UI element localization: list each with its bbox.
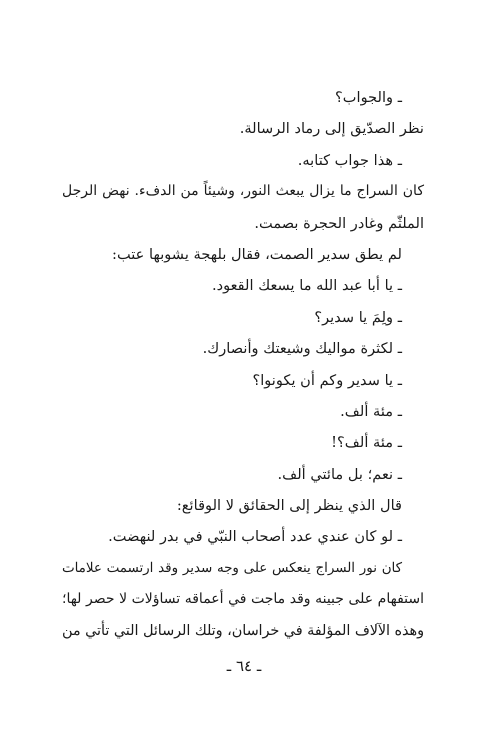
- text-line: ـ نعم؛ بل مائتي ألف.: [277, 465, 402, 483]
- text-line: كان نور السراج ينعكس على وجه سدير وقد ارتسمت علامات: [62, 560, 402, 576]
- text-line: ـ يا أبا عبد الله ما يسعك القعود.: [211, 277, 402, 295]
- text-line: ـ ولِمَ يا سدير؟: [314, 308, 402, 326]
- text-line: لم يطق سدير الصمت، فقال بلهجة يشوبها عتب:: [112, 245, 402, 263]
- text-line: استفهام على جبينه وقد ماجت في أعماقه تساؤلات لا حصر لها؛: [62, 591, 424, 608]
- text-line: الملثّم وغادر الحجرة بصمت.: [254, 214, 424, 232]
- text-line: نظر الصدّيق إلى رماد الرسالة.: [239, 120, 424, 138]
- text-line: كان السراج ما يزال يبعث النور، وشيئاً من الدفء. نهض الرجل: [62, 183, 424, 200]
- text-line: ـ مئة ألف؟!: [331, 434, 402, 452]
- text-line: وهذه الآلاف المؤلفة في خراسان، وتلك الرسائل التي تأتي من: [62, 622, 424, 639]
- text-line: ـ هذا جواب كتابه.: [297, 151, 402, 169]
- text-line: قال الذي ينظر إلى الحقائق لا الوقائع:: [176, 497, 402, 515]
- text-line: ـ يا سدير وكم أن يكونوا؟: [252, 371, 402, 389]
- text-line: ـ لو كان عندي عدد أصحاب النبّي في بدر لنهضت.: [108, 528, 402, 546]
- text-line: ـ والجواب؟: [335, 89, 402, 106]
- page-number: ـ ٦٤ ـ: [226, 657, 262, 675]
- text-line: ـ مئة ألف.: [340, 402, 402, 420]
- body-text: [62, 82, 424, 647]
- text-line: ـ لكثرة مواليك وشيعتك وأنصارك.: [202, 340, 402, 358]
